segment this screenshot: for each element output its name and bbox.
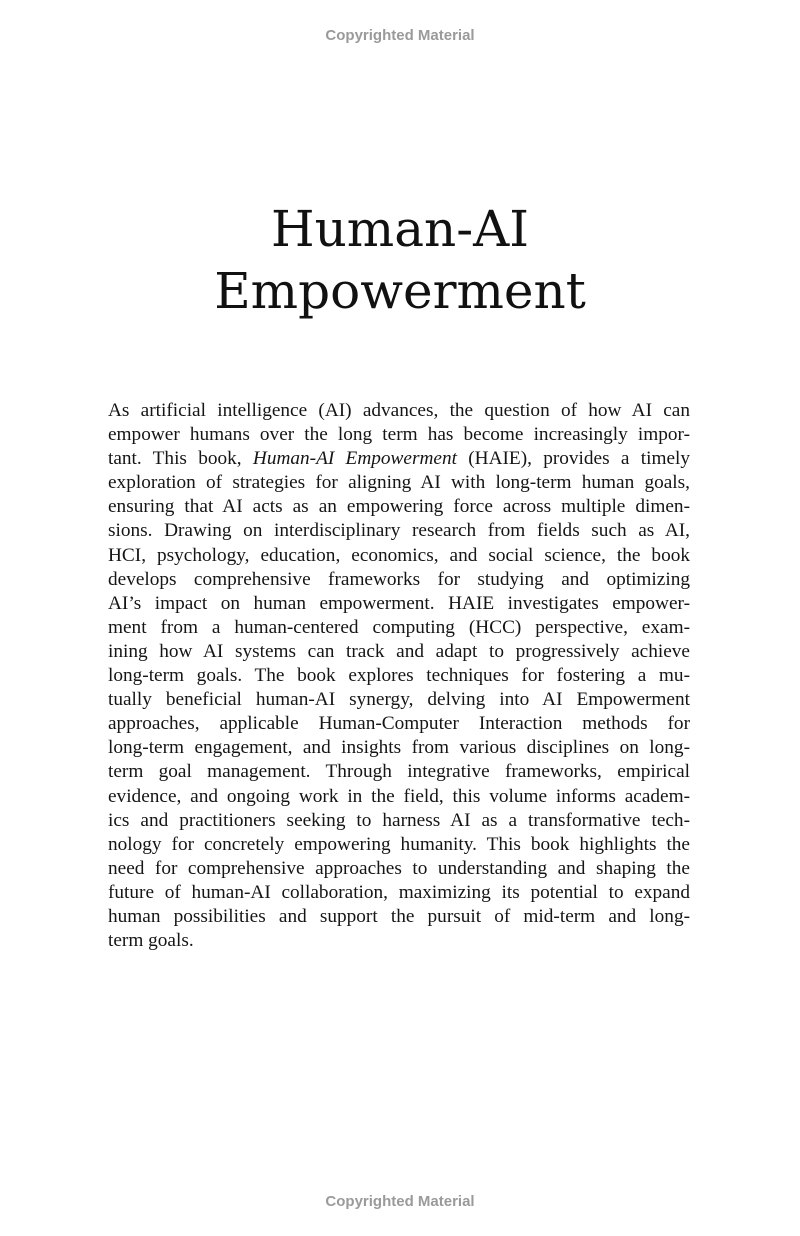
text-line: tually beneficial human-AI synergy, delving into AI Empowerment — [108, 689, 690, 711]
text-line: term goals. — [108, 930, 194, 952]
copyright-watermark-top: Copyrighted Material — [325, 27, 475, 44]
title-line-1: Human-AI — [271, 200, 529, 258]
text-line: sions. Drawing on interdisciplinary research from fields such as AI, — [108, 520, 690, 542]
book-description — [108, 399, 690, 953]
text-line: HCI, psychology, education, economics, and social science, the book — [108, 544, 690, 566]
text-line: long-term engagement, and insights from various disciplines on long- — [108, 737, 690, 759]
copyright-watermark-bottom: Copyrighted Material — [325, 1193, 475, 1210]
text-line: evidence, and ongoing work in the field, this volume informs academ- — [108, 785, 690, 807]
text-line: nology for concretely empowering humanity. This book highlights the — [108, 833, 690, 855]
text-line: future of human-AI collaboration, maximizing its potential to expand — [108, 881, 690, 903]
text-line: approaches, applicable Human-Computer Interaction methods for — [108, 713, 690, 735]
text-line: term goal management. Through integrative frameworks, empirical — [108, 761, 690, 783]
text-line: AI’s impact on human empowerment. HAIE investigates empower- — [108, 592, 690, 614]
text-line: ensuring that AI acts as an empowering force across multiple dimen- — [108, 496, 690, 518]
book-title-italic: Human-AI Empowerment — [252, 448, 457, 470]
text-line: exploration of strategies for aligning AI with long-term human goals, — [108, 472, 690, 494]
text-line: need for comprehensive approaches to understanding and shaping the — [108, 857, 690, 879]
book-title — [0, 198, 800, 322]
text-line: ment from a human-centered computing (HCC) perspective, exam- — [108, 616, 690, 638]
text-segment: tant. This book, — [108, 448, 242, 470]
text-line: develops comprehensive frameworks for studying and optimizing — [108, 568, 690, 590]
title-line-2: Empowerment — [214, 262, 586, 320]
text-line: As artificial intelligence (AI) advances, the question of how AI can — [108, 400, 690, 421]
text-segment: (HAIE), provides a timely — [468, 448, 690, 470]
text-line: human possibilities and support the pursuit of mid-term and long- — [108, 905, 690, 927]
text-line: ining how AI systems can track and adapt to progressively achieve — [108, 640, 690, 662]
text-line: empower humans over the long term has become increasingly impor- — [108, 424, 690, 446]
text-line — [108, 447, 690, 471]
text-line: ics and practitioners seeking to harness AI as a transformative tech- — [108, 809, 690, 831]
text-line: long-term goals. The book explores techniques for fostering a mu- — [108, 665, 690, 687]
